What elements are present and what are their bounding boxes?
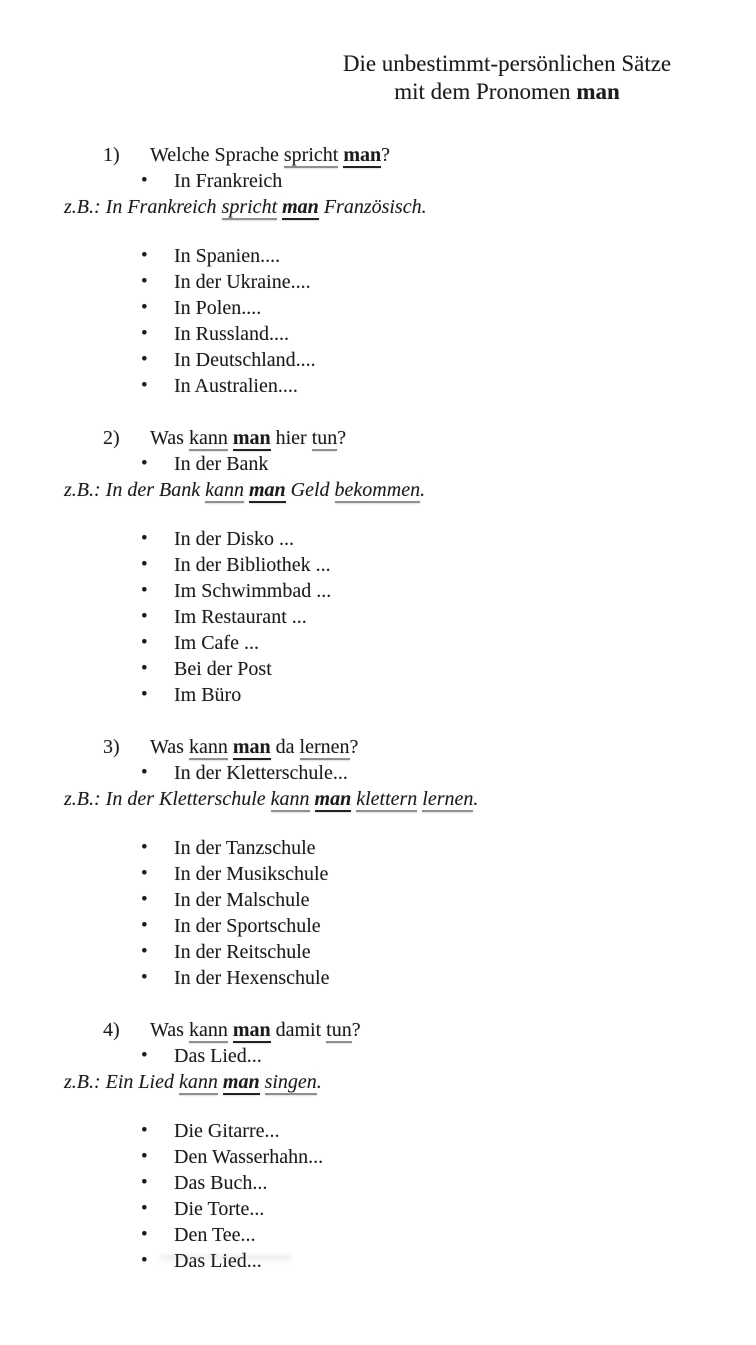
- exercise-section: [0, 1017, 756, 1274]
- list-item-text: In der Bibliothek ...: [174, 554, 331, 576]
- underlined-word: lernen: [299, 736, 350, 758]
- list-item-text: In Russland....: [174, 323, 289, 345]
- exercise-question: [0, 734, 756, 760]
- question-number: 4): [103, 1019, 120, 1041]
- list-item: [0, 913, 756, 939]
- list-item: [0, 526, 756, 552]
- list-item: [0, 1222, 756, 1248]
- underlined-word: tun: [311, 427, 338, 449]
- bullet-icon: •: [141, 528, 148, 549]
- example-sentence: [0, 194, 756, 221]
- underlined-word: bekommen: [334, 479, 421, 501]
- text-segment: ?: [381, 144, 391, 166]
- example-bullet-text: In Frankreich: [174, 170, 283, 192]
- list-item-text: In der Disko ...: [174, 528, 294, 550]
- list-item: [0, 1144, 756, 1170]
- underlined-word: spricht: [283, 144, 339, 166]
- title-line-2-text: mit dem Pronomen: [394, 79, 577, 104]
- text-segment: .: [316, 1071, 322, 1093]
- example-sentence: [0, 1069, 756, 1096]
- bullet-icon: •: [141, 580, 148, 601]
- bullet-icon: •: [141, 1146, 148, 1167]
- text-segment: Französisch.: [318, 196, 427, 218]
- underlined-word: kann: [179, 1071, 218, 1093]
- text-segment: [310, 788, 315, 810]
- list-item: [0, 295, 756, 321]
- question-number: 3): [103, 736, 120, 758]
- list-item-text: In der Malschule: [174, 889, 310, 911]
- text-segment: .: [420, 479, 426, 501]
- exercise-question: [0, 142, 756, 168]
- bullet-icon: •: [141, 762, 148, 783]
- question-text: [150, 734, 358, 760]
- bullet-icon: •: [141, 684, 148, 705]
- text-segment: ?: [349, 736, 359, 758]
- exercise-question: [0, 425, 756, 451]
- bullet-icon: •: [141, 170, 148, 191]
- exercise-sections: [0, 142, 756, 1274]
- example-bullet-item: [0, 168, 756, 194]
- list-item-text: Die Torte...: [174, 1198, 265, 1220]
- list-item-text: Im Cafe ...: [174, 632, 259, 654]
- list-item-text: Im Restaurant ...: [174, 606, 307, 628]
- worksheet-title: [268, 50, 746, 106]
- list-item-text: Den Tee...: [174, 1224, 256, 1246]
- underlined-word: kann: [188, 427, 228, 449]
- list-item-text: In Australien....: [174, 375, 298, 397]
- keyword-man: man: [343, 144, 382, 166]
- bullet-icon: •: [141, 658, 148, 679]
- example-bullet-item: [0, 451, 756, 477]
- text-segment: ?: [337, 427, 347, 449]
- bullet-icon: •: [141, 941, 148, 962]
- text-segment: Welche Sprache: [150, 144, 284, 166]
- text-segment: [260, 1071, 265, 1093]
- list-item: [0, 939, 756, 965]
- bullet-icon: •: [141, 606, 148, 627]
- underlined-word: tun: [326, 1019, 352, 1041]
- bullet-icon: •: [141, 554, 148, 575]
- title-line-1: Die unbestimmt-persönlichen Sätze: [342, 51, 672, 76]
- example-bullet-text: Das Lied...: [174, 1045, 262, 1067]
- list-item: [0, 682, 756, 708]
- list-item: [0, 552, 756, 578]
- list-item-text: In der Hexenschule: [174, 967, 330, 989]
- text-segment: .: [473, 788, 479, 810]
- exercise-question: [0, 1017, 756, 1043]
- bullet-list: [0, 1118, 756, 1274]
- keyword-man: man: [232, 1019, 271, 1041]
- keyword-man: man: [222, 1071, 260, 1093]
- list-item: [0, 630, 756, 656]
- bullet-icon: •: [141, 271, 148, 292]
- underlined-word: kann: [188, 736, 228, 758]
- text-segment: Geld: [285, 479, 335, 501]
- question-text: [150, 1017, 361, 1043]
- question-number: 2): [103, 427, 120, 449]
- list-item: [0, 1196, 756, 1222]
- list-item-text: Das Lied...: [174, 1250, 262, 1272]
- list-item-text: Im Schwimmbad ...: [174, 580, 332, 602]
- text-segment: damit: [270, 1019, 327, 1041]
- bullet-icon: •: [141, 632, 148, 653]
- example-bullet-item: [0, 1043, 756, 1069]
- example-bullet-text: In der Kletterschule...: [174, 762, 348, 784]
- exercise-section: [0, 734, 756, 991]
- underlined-word: singen: [264, 1071, 317, 1093]
- keyword-man: man: [232, 427, 271, 449]
- exercise-section: [0, 142, 756, 399]
- list-item-text: Das Buch...: [174, 1172, 268, 1194]
- text-segment: z.B.: In der Bank: [64, 479, 206, 501]
- list-item-text: Bei der Post: [174, 658, 272, 680]
- list-item: [0, 656, 756, 682]
- list-item: [0, 347, 756, 373]
- bullet-icon: •: [141, 245, 148, 266]
- list-item-text: In Polen....: [174, 297, 262, 319]
- list-item: [0, 578, 756, 604]
- bullet-icon: •: [141, 375, 148, 396]
- question-text: [150, 425, 346, 451]
- text-segment: z.B.: In Frankreich: [64, 196, 222, 218]
- list-item: [0, 835, 756, 861]
- keyword-man: man: [232, 736, 271, 758]
- text-segment: z.B.: In der Kletterschule: [64, 788, 271, 810]
- text-segment: da: [270, 736, 300, 758]
- list-item-text: In der Sportschule: [174, 915, 321, 937]
- bullet-icon: •: [141, 297, 148, 318]
- bullet-icon: •: [141, 1172, 148, 1193]
- list-item: [0, 243, 756, 269]
- question-number: 1): [103, 144, 120, 166]
- list-item-text: In der Ukraine....: [174, 271, 311, 293]
- question-text: [150, 142, 390, 168]
- underlined-word: kann: [188, 1019, 228, 1041]
- text-segment: Was: [150, 427, 189, 449]
- bullet-icon: •: [141, 1198, 148, 1219]
- keyword-man: man: [248, 479, 286, 501]
- list-item: [0, 861, 756, 887]
- example-bullet-item: [0, 760, 756, 786]
- exercise-section: [0, 425, 756, 708]
- bullet-icon: •: [141, 1250, 148, 1271]
- underlined-word: kann: [270, 788, 310, 810]
- list-item-text: Die Gitarre...: [174, 1120, 280, 1142]
- list-item: [0, 269, 756, 295]
- bullet-icon: •: [141, 837, 148, 858]
- list-item-text: In Spanien....: [174, 245, 281, 267]
- bullet-icon: •: [141, 1120, 148, 1141]
- bullet-icon: •: [141, 323, 148, 344]
- list-item-text: Im Büro: [174, 684, 242, 706]
- keyword-man: man: [314, 788, 352, 810]
- list-item: [0, 321, 756, 347]
- bullet-icon: •: [141, 915, 148, 936]
- text-segment: ?: [351, 1019, 361, 1041]
- example-sentence: [0, 786, 756, 813]
- bullet-icon: •: [141, 1045, 148, 1066]
- bullet-icon: •: [141, 863, 148, 884]
- list-item: [0, 1248, 756, 1274]
- text-segment: Was: [150, 736, 189, 758]
- text-segment: z.B.: Ein Lied: [64, 1071, 179, 1093]
- list-item: [0, 373, 756, 399]
- bullet-list: [0, 243, 756, 399]
- bullet-icon: •: [141, 889, 148, 910]
- bullet-icon: •: [141, 453, 148, 474]
- list-item-text: In der Tanzschule: [174, 837, 316, 859]
- title-line-2: [268, 78, 746, 106]
- keyword-man: man: [282, 196, 319, 218]
- example-bullet-text: In der Bank: [174, 453, 269, 475]
- underlined-word: kann: [205, 479, 244, 501]
- list-item: [0, 604, 756, 630]
- example-sentence: [0, 477, 756, 504]
- list-item-text: In Deutschland....: [174, 349, 316, 371]
- list-item-text: In der Reitschule: [174, 941, 311, 963]
- bullet-icon: •: [141, 1224, 148, 1245]
- text-segment: Was: [150, 1019, 189, 1041]
- bullet-list: [0, 526, 756, 708]
- underlined-word: lernen: [422, 788, 474, 810]
- list-item: [0, 887, 756, 913]
- bullet-icon: •: [141, 349, 148, 370]
- title-keyword-man: man: [576, 79, 620, 104]
- text-segment: hier: [270, 427, 312, 449]
- list-item-text: In der Musikschule: [174, 863, 329, 885]
- bullet-icon: •: [141, 967, 148, 988]
- page-bleed-artifact: [160, 1254, 290, 1261]
- list-item: [0, 1170, 756, 1196]
- underlined-word: klettern: [356, 788, 418, 810]
- list-item: [0, 1118, 756, 1144]
- list-item-text: Den Wasserhahn...: [174, 1146, 324, 1168]
- bullet-list: [0, 835, 756, 991]
- underlined-word: spricht: [221, 196, 278, 218]
- list-item: [0, 965, 756, 991]
